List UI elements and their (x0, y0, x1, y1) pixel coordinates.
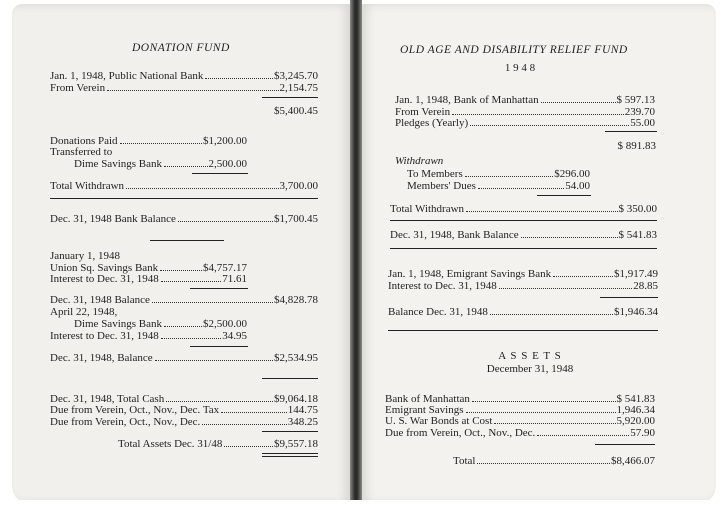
book-gutter (350, 0, 362, 515)
ledger-row (388, 306, 658, 318)
row-label: Due from Verein, Oct., Nov., Dec. Tax (50, 404, 220, 416)
row-amount: $296.00 (554, 168, 590, 180)
row-label: U. S. War Bonds at Cost (385, 415, 493, 427)
ledger-row (50, 213, 318, 225)
row-label: Dime Savings Bank (74, 158, 162, 170)
row-label: Pledges (Yearly) (395, 117, 469, 129)
ledger-row (50, 180, 318, 192)
row-amount: $1,700.45 (274, 213, 318, 225)
subtotal-amount: $5,400.45 (274, 105, 318, 117)
ledger-row (50, 273, 247, 285)
row-label: From Verein (395, 106, 451, 118)
row-amount: 71.61 (222, 273, 247, 285)
sum-rule (190, 288, 248, 289)
row-label: Total Assets Dec. 31/48 (118, 438, 223, 450)
row-amount: 34.95 (222, 330, 247, 342)
section-rule (388, 330, 658, 331)
row-label: Emigrant Savings (385, 404, 464, 416)
row-amount: 5,920.00 (616, 415, 655, 427)
row-amount: 144.75 (287, 404, 318, 416)
sum-rule (595, 444, 655, 445)
ledger-row (50, 82, 318, 94)
double-rule (262, 453, 318, 457)
section-rule (390, 248, 657, 249)
ledger-row (50, 416, 318, 428)
ledger-row (395, 94, 655, 106)
row-amount: $1,917.49 (614, 268, 658, 280)
row-amount: $ 541.83 (618, 229, 657, 241)
row-label: Due from Verein, Oct., Nov., Dec. (385, 427, 536, 439)
row-amount: 2,500.00 (208, 158, 247, 170)
row-amount: $2,534.95 (274, 352, 318, 364)
row-amount: $1,200.00 (203, 135, 247, 147)
row-label: Jan. 1, 1948, Public National Bank (50, 70, 204, 82)
ledger-row (50, 70, 318, 82)
row-label: Union Sq. Savings Bank (50, 262, 159, 274)
row-label: Interest to Dec. 31, 1948 (50, 330, 159, 342)
row-label: Dec. 31, 1948, Total Cash (50, 393, 165, 405)
row-amount: $4,828.78 (274, 294, 318, 306)
row-amount: 1,946.34 (616, 404, 655, 416)
relief-fund-year: 1 9 4 8 (504, 62, 536, 74)
sum-rule (192, 173, 248, 174)
row-label: Dec. 31, 1948, Bank Balance (390, 229, 519, 241)
row-amount: $ 350.00 (618, 203, 657, 215)
row-amount: $8,466.07 (611, 455, 655, 467)
ledger-row (390, 229, 657, 241)
row-amount: $9,064.18 (274, 393, 318, 405)
total-row (118, 438, 318, 450)
row-amount: $9,557.18 (274, 438, 318, 450)
subtotal-amount: $ 891.83 (617, 140, 656, 152)
row-label: Interest to Dec. 31, 1948 (388, 280, 497, 292)
row-label: Balance Dec. 31, 1948 (388, 306, 488, 318)
section-rule (390, 220, 657, 221)
page-bottom-margin (0, 500, 721, 515)
assets-title: A S S E T S (498, 350, 562, 362)
ledger-row (74, 318, 247, 330)
row-label: Dime Savings Bank (74, 318, 162, 330)
row-amount: $ 541.83 (616, 393, 655, 405)
sum-rule (600, 297, 658, 298)
row-label: Dec. 31, 1948, Balance (50, 352, 153, 364)
row-label: January 1, 1948 (50, 250, 120, 262)
relief-fund-title: OLD AGE AND DISABILITY RELIEF FUND (400, 44, 628, 56)
row-amount: 28.85 (633, 280, 658, 292)
row-amount: $3,245.70 (274, 70, 318, 82)
row-amount: 3,700.00 (279, 180, 318, 192)
section-divider (150, 240, 224, 241)
donation-fund-title: DONATION FUND (132, 42, 230, 54)
row-label: April 22, 1948, (50, 306, 118, 318)
row-label: Donations Paid (50, 135, 118, 147)
row-label: Interest to Dec. 31, 1948 (50, 273, 159, 285)
row-label: From Verein (50, 82, 106, 94)
row-amount: $4,757.17 (203, 262, 247, 274)
row-label: Total Withdrawn (390, 203, 465, 215)
row-amount: $ 597.13 (616, 94, 655, 106)
row-amount: 239.70 (624, 106, 655, 118)
row-label: Due from Verein, Oct., Nov., Dec. (50, 416, 201, 428)
row-amount: 348.25 (287, 416, 318, 428)
ledger-row (395, 117, 655, 129)
ledger-row (407, 180, 590, 192)
row-amount: 54.00 (565, 180, 590, 192)
row-amount: 57.90 (630, 427, 655, 439)
row-label: Jan. 1, 1948, Bank of Manhattan (395, 94, 539, 106)
row-amount: $2,500.00 (203, 318, 247, 330)
ledger-row (50, 352, 318, 364)
withdrawn-heading: Withdrawn (395, 155, 444, 167)
sum-rule (262, 431, 318, 432)
ledger-row (74, 158, 247, 170)
ledger-row (388, 268, 658, 280)
row-label: Dec. 31, 1948 Balance (50, 294, 150, 306)
sum-rule (190, 346, 248, 347)
ledger-row (407, 168, 590, 180)
row-label: Bank of Manhattan (385, 393, 470, 405)
row-label: Total Withdrawn (50, 180, 125, 192)
ledger-row (385, 415, 655, 427)
ledger-row (50, 330, 247, 342)
sum-rule (537, 195, 591, 196)
sum-rule (605, 131, 657, 132)
ledger-row (50, 404, 318, 416)
row-label: Jan. 1, 1948, Emigrant Savings Bank (388, 268, 552, 280)
row-label: Members' Dues (407, 180, 476, 192)
row-label: Transferred to (50, 146, 113, 158)
ledger-row (388, 280, 658, 292)
row-label: To Members (407, 168, 463, 180)
sum-rule (262, 97, 318, 98)
row-label: Total (453, 455, 476, 467)
sum-rule (262, 378, 318, 379)
ledger-row (50, 294, 318, 306)
total-row (453, 455, 655, 467)
assets-date: December 31, 1948 (486, 363, 574, 375)
row-amount: 55.00 (630, 117, 655, 129)
row-amount: 2,154.75 (279, 82, 318, 94)
section-rule (50, 198, 318, 199)
ledger-row (385, 427, 655, 439)
row-amount: $1,946.34 (614, 306, 658, 318)
row-label: Dec. 31, 1948 Bank Balance (50, 213, 176, 225)
ledger-row (390, 203, 657, 215)
